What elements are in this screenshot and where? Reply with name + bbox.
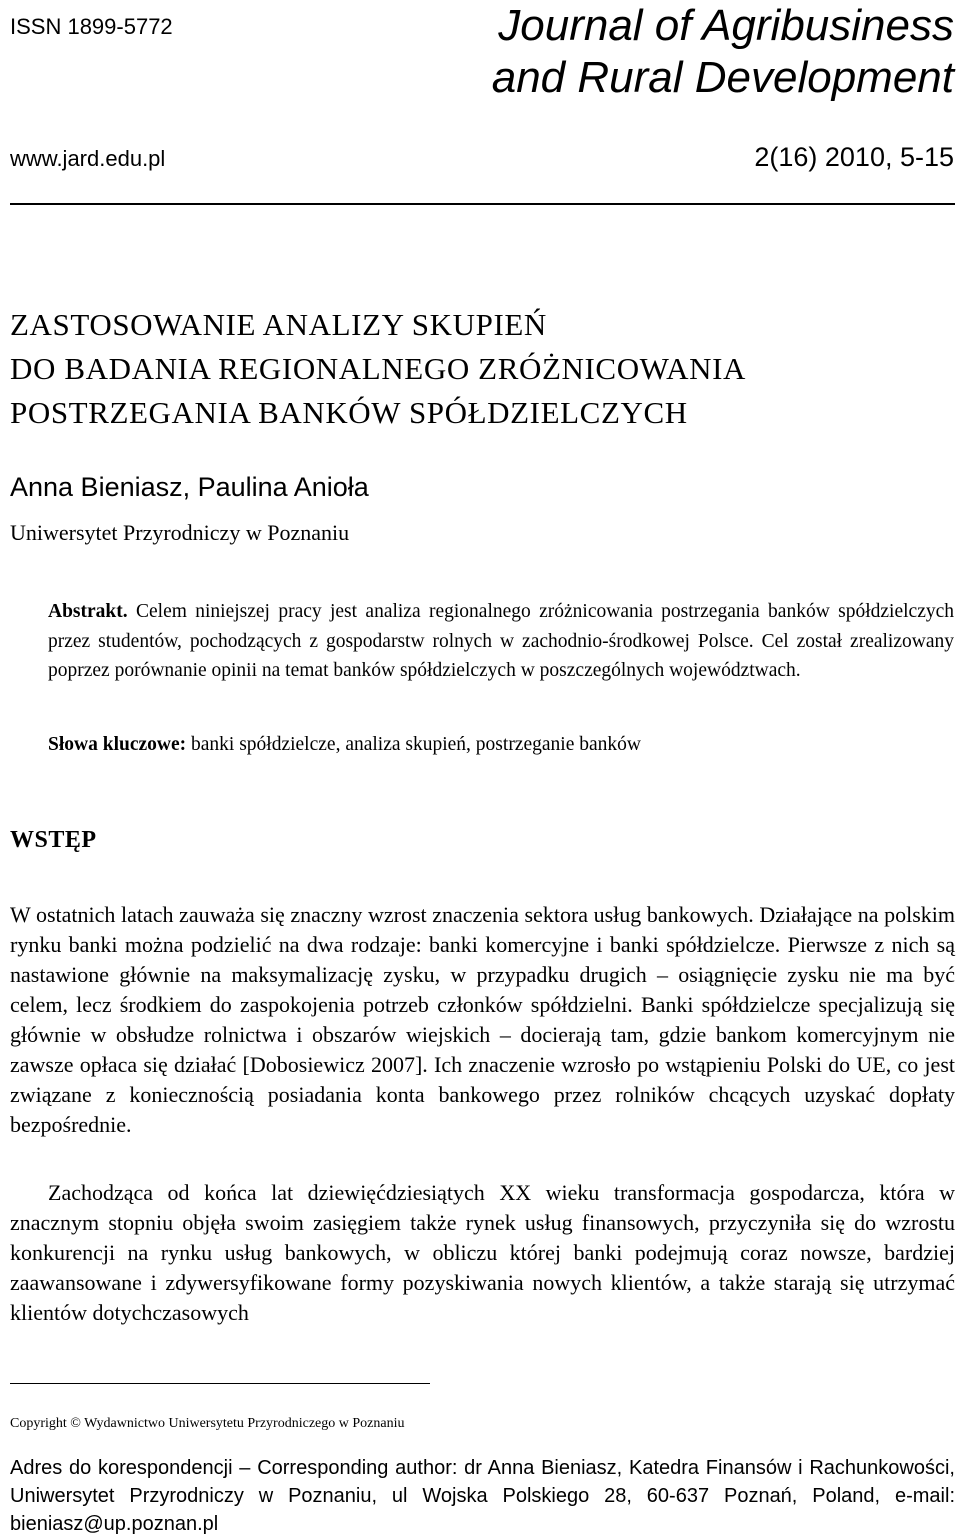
article-title-line-1: ZASTOSOWANIE ANALIZY SKUPIEŃ [10, 307, 547, 342]
header-divider [10, 203, 955, 205]
issue-info: 2(16) 2010, 5-15 [754, 142, 954, 172]
article-title-line-2: DO BADANIA REGIONALNEGO ZRÓŻNICOWANIA [10, 351, 746, 386]
article-title-line-3: POSTRZEGANIA BANKÓW SPÓŁDZIELCZYCH [10, 395, 688, 430]
abstract-text: Celem niniejszej pracy jest analiza regionalnego zróżnicowania postrzegania banków spółdzielczych przez studentów, pochodzących z gospodarstw rolnych w zachodnio-środkowej Polsce. Cel został zrealizowany poprzez porównanie opinii na temat banków spółdzielczych w poszczególnych województwach. [48, 601, 955, 681]
body-paragraph-1: W ostatnich latach zauważa się znaczny wzrost znaczenia sektora usług bankowych. Działające na polskim rynku banki można podzielić na dwa rodzaje: banki komercyjne i banki spółdzielcze. Pierwsze z nich są nastawione głównie na maksymalizację zysku, w przypadku drugich – osiągnięcie zysku nie ma być celem, lecz środkiem do zaspokojenia potrzeb członków spółdzielni. Banki spółdzielcze specjalizują się głównie w obsłudze rolnictwa i obszarów wiejskich – docierają tam, gdzie bankom komercyjnym nie zawsze opłaca się działać [Dobosiewicz 2007]. Ich znaczenie wzrosło po wstąpieniu Polski do UE, co jest związane z koniecznością posiadania konta bankowego przez rolników chcących uzyskać dopłaty bezpośrednie. [10, 902, 955, 1137]
issn-label: ISSN 1899-5772 [10, 14, 173, 39]
keywords-text: banki spółdzielcze, analiza skupień, postrzeganie banków [191, 734, 641, 755]
journal-website: www.jard.edu.pl [10, 146, 166, 171]
author-affiliation: Uniwersytet Przyrodniczy w Poznaniu [10, 520, 350, 545]
journal-title-line-1: Journal of Agribusiness [498, 1, 954, 50]
section-heading: WSTĘP [10, 827, 97, 853]
body-paragraph-2: Zachodząca od końca lat dziewięćdziesiątych XX wieku transformacja gospodarcza, która w znacznym stopniu objęła swoim zasięgiem także rynek usług finansowych, przyczyniła się do wzrostu konkurencji na rynku usług bankowych, w obliczu której banki podejmują coraz nowsze, bardziej zaawansowane i zdywersyfikowane formy pozyskiwania nowych klientów, a także starają się utrzymać klientów dotychczasowych [10, 1180, 955, 1325]
footnote-divider [10, 1383, 430, 1384]
article-authors: Anna Bieniasz, Paulina Anioła [10, 472, 369, 502]
article-title [10, 303, 746, 435]
keywords [48, 734, 954, 756]
copyright-notice: Copyright © Wydawnictwo Uniwersytetu Przyrodniczego w Poznaniu [10, 1416, 405, 1431]
keywords-label: Słowa kluczowe: [48, 734, 187, 755]
journal-title [492, 0, 954, 104]
abstract-label: Abstrakt. [48, 601, 128, 622]
correspondence-address: Adres do korespondencji – Corresponding author: dr Anna Bieniasz, Katedra Finansów i Rachunkowości, Uniwersytet Przyrodniczy w Poznaniu, ul Wojska Polskiego 28, 60-637 Poznań, Poland, e-mail: bieniasz@up.poznan.pl [10, 1457, 955, 1535]
abstract [48, 597, 954, 686]
journal-title-line-2: and Rural Development [491, 53, 954, 102]
